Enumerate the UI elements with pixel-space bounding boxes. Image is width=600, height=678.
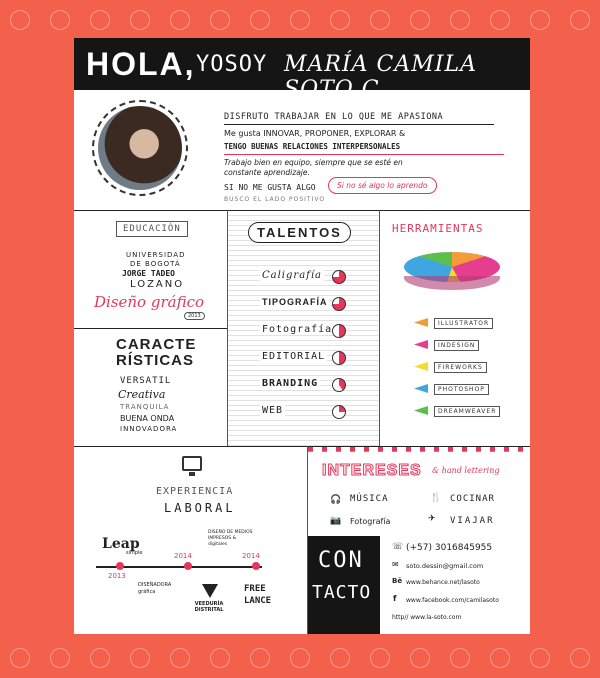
mail-icon: ✉ xyxy=(392,560,399,569)
year-1: 2013 xyxy=(108,572,126,580)
trait-item-1: VERSATIL xyxy=(120,376,172,386)
talent-label: Caligrafía xyxy=(262,270,323,281)
timeline-dot-1 xyxy=(116,562,124,570)
talent-label: EDITORIAL xyxy=(262,351,326,362)
intro-line-6: SI NO ME GUSTA ALGO xyxy=(224,183,316,192)
intro-line-3: TENGO BUENAS RELACIONES INTERPERSONALES xyxy=(224,142,401,151)
tool-color-swatch xyxy=(414,384,428,393)
veeduria-logo-icon xyxy=(202,584,218,598)
lace-border-bottom xyxy=(0,638,600,678)
talent-label: Fotografía xyxy=(262,324,333,335)
talent-label: WEB xyxy=(262,405,284,416)
contact-title-2: TACTO xyxy=(312,582,372,603)
tools-title: HERRAMIENTAS xyxy=(392,222,484,235)
interest-fotografia: Fotografía xyxy=(350,517,391,526)
experience-title-1: EXPERIENCIA xyxy=(156,486,234,497)
phone-icon: ☏ xyxy=(392,542,404,552)
monitor-icon xyxy=(182,456,202,471)
profile-photo xyxy=(98,106,182,190)
tool-label: FIREWORKS xyxy=(434,362,487,373)
interest-cocinar: COCINAR xyxy=(450,494,495,504)
camera-icon: 📷 xyxy=(330,516,342,526)
intro-line-1: DISFRUTO TRABAJAR EN LO QUE ME APASIONA xyxy=(224,112,444,122)
profile-photo-frame xyxy=(92,100,188,196)
contact-facebook[interactable]: www.facebook.com/camilasoto xyxy=(406,597,499,604)
intro-line-4: Trabajo bien en equipo, siempre que se esté en xyxy=(224,158,403,167)
talent-level-pie xyxy=(332,405,346,419)
intro-line-7: BUSCO EL LADO POSITIVO xyxy=(224,196,326,203)
tool-color-swatch xyxy=(414,340,428,349)
tool-label: PHOTOSHOP xyxy=(434,384,489,395)
monitor-stand xyxy=(189,472,195,476)
intro-line-5: constante aprendizaje. xyxy=(224,168,310,177)
behance-icon: Bē xyxy=(392,577,403,585)
freelance-2: LANCE xyxy=(244,596,272,606)
headphones-icon: 🎧 xyxy=(330,495,342,505)
bunting-decoration xyxy=(308,447,530,459)
talent-label: TIPOGRAFÍA xyxy=(262,297,328,307)
trait-item-3: TRANQUILA xyxy=(120,403,170,411)
tool-label: ILLUSTRATOR xyxy=(434,318,493,329)
trait-item-2: Creativa xyxy=(118,388,166,401)
facebook-icon: f xyxy=(393,594,397,603)
interest-musica: MÚSICA xyxy=(350,494,389,504)
resume-sheet xyxy=(74,38,530,634)
kitchen-tools-icon: 🍴 xyxy=(430,493,442,503)
header-name: MARÍA CAMILA SOTO C. xyxy=(284,52,477,102)
tool-label: INDESIGN xyxy=(434,340,479,351)
contact-web[interactable]: http// www.la-soto.com xyxy=(392,614,462,621)
timeline-dot-2 xyxy=(184,562,192,570)
company-2: VEEDURÍA DISTRITAL xyxy=(194,601,224,613)
trait-item-5: INNOVADORA xyxy=(120,425,178,433)
education-uni-4: LOZANO xyxy=(130,279,185,290)
contact-title-1: CON xyxy=(318,548,364,573)
education-uni-2: DE BOGOTÁ xyxy=(130,260,181,268)
divider-2 xyxy=(74,328,227,329)
talent-level-pie xyxy=(332,378,346,392)
header-yosoy: YOSOY xyxy=(196,52,268,77)
airplane-icon: ✈ xyxy=(428,514,436,524)
header-hola: HOLA, xyxy=(86,46,196,82)
freelance-1: FREE xyxy=(244,584,266,594)
intro-line-2: Me gusta INNOVAR, PROPONER, EXPLORAR & xyxy=(224,129,406,138)
tool-color-swatch xyxy=(414,406,428,415)
company-1b: simple xyxy=(126,550,143,556)
education-uni-1: UNIVERSIDAD xyxy=(126,251,186,259)
role-1: DISEÑADORA gráfica xyxy=(138,582,172,595)
divider-v2 xyxy=(379,210,380,446)
contact-email[interactable]: soto.dessin@gmail.com xyxy=(406,562,484,570)
tool-color-swatch xyxy=(414,318,428,327)
talents-title: TALENTOS xyxy=(248,222,351,243)
traits-title-2: RÍSTICAS xyxy=(116,352,195,369)
lace-border-top xyxy=(0,0,600,40)
talent-label: BRANDING xyxy=(262,378,319,389)
education-year: 2013 xyxy=(184,312,205,320)
talent-level-pie xyxy=(332,351,346,365)
education-title: EDUCACIÓN xyxy=(116,221,188,237)
timeline-dot-3 xyxy=(252,562,260,570)
intro-bubble: Si no sé algo lo aprendo xyxy=(328,177,437,194)
interest-viajar: VIAJAR xyxy=(450,516,495,526)
talent-level-pie xyxy=(332,297,346,311)
intro-accent-line xyxy=(224,154,504,155)
header-banner xyxy=(74,38,530,102)
trait-item-4: BUENA ONDA xyxy=(120,414,175,423)
experience-title-2: LABORAL xyxy=(164,501,236,515)
traits-title-1: CARACTE xyxy=(116,336,197,353)
contact-behance[interactable]: www.behance.net/lasoto xyxy=(406,579,480,586)
tool-color-swatch xyxy=(414,362,428,371)
tools-pie-edge xyxy=(404,276,500,290)
year-2: 2014 xyxy=(174,552,192,560)
company-1: Leap xyxy=(102,536,140,552)
year-3: 2014 xyxy=(242,552,260,560)
education-degree: Diseño gráfico xyxy=(94,293,205,311)
contact-phone[interactable]: (+57) 3016845955 xyxy=(406,543,493,553)
role-2: DISEÑO DE MEDIOS IMPRESOS & digitales xyxy=(208,530,253,547)
interests-title: INTERESES xyxy=(322,462,422,479)
tool-label: DREAMWEAVER xyxy=(434,406,500,417)
interests-lettering: & hand lettering xyxy=(432,466,500,475)
talent-level-pie xyxy=(332,324,346,338)
intro-underline xyxy=(224,124,494,125)
talent-level-pie xyxy=(332,270,346,284)
divider-3 xyxy=(74,446,530,447)
education-uni-3: JORGE TADEO xyxy=(122,269,175,278)
